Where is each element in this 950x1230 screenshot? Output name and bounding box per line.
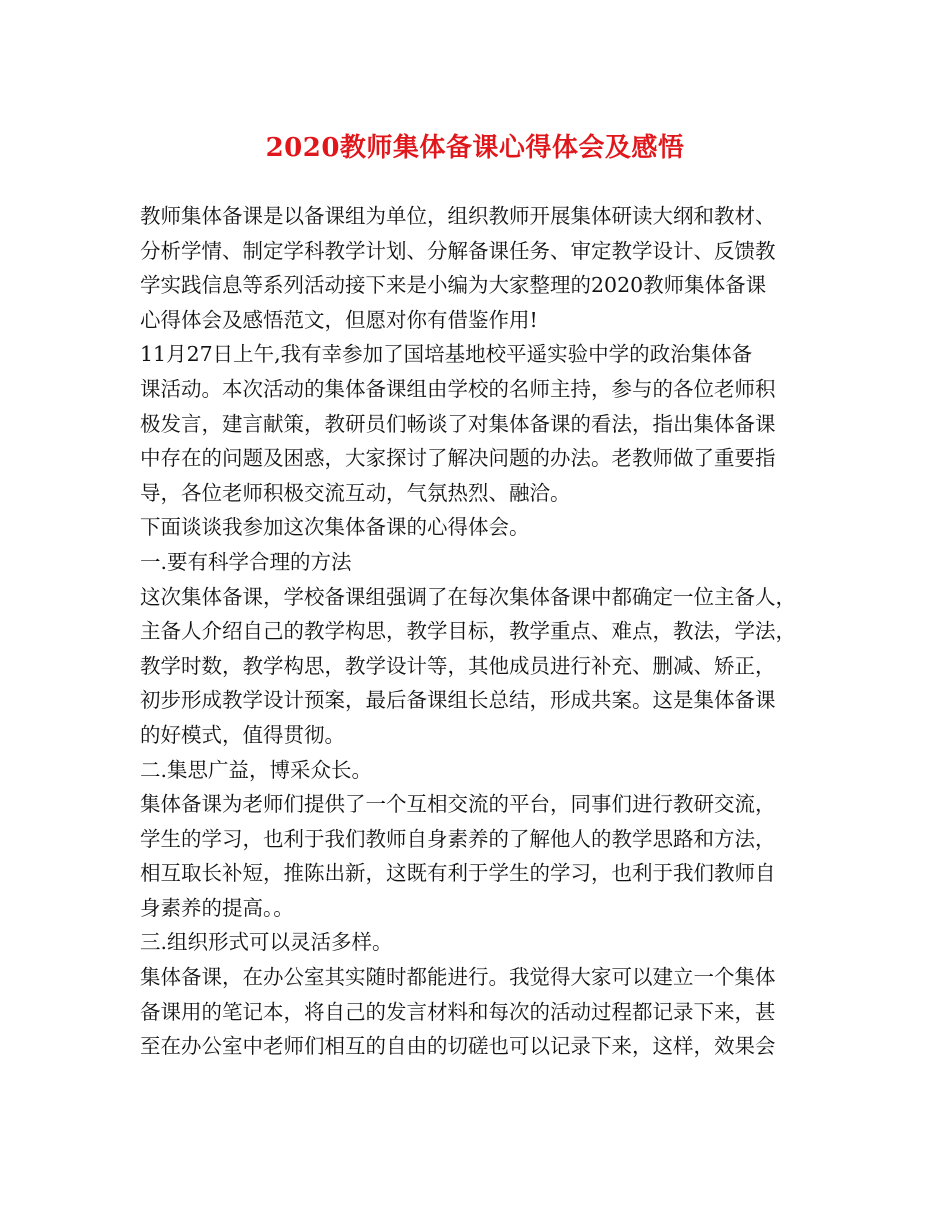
body-line-6: 课活动。本次活动的集体备课组由学校的名师主持，参与的各位老师积 [140,376,776,401]
body-line-2: 分析学情、制定学科教学计划、分解备课任务、审定教学设计、反馈教 [140,238,776,263]
body-line-25: 至在办公室中老师们相互的自由的切磋也可以记录下来，这样，效果会 [140,1034,776,1059]
section-heading-3: 三.组织形式可以灵活多样。 [140,930,393,955]
body-line-19: 学生的学习，也利于我们教师自身素养的了解他人的教学思路和方法， [140,826,776,851]
body-line-16: 的好模式，值得贯彻。 [140,722,345,747]
body-line-20: 相互取长补短，推陈出新，这既有利于学生的学习，也利于我们教师自 [140,861,776,886]
body-line-4: 心得体会及感悟范文，但愿对你有借鉴作用! [140,307,538,332]
body-line-15: 初步形成教学设计预案，最后备课组长总结，形成共案。这是集体备课 [140,688,776,713]
body-line-23: 集体备课，在办公室其实随时都能进行。我觉得大家可以建立一个集体 [140,965,776,990]
body-line-24: 备课用的笔记本，将自己的发言材料和每次的活动过程都记录下来，甚 [140,999,776,1024]
body-line-13: 主备人介绍自己的教学构思，教学目标，教学重点、难点，教法，学法， [140,619,796,644]
body-line-1: 教师集体备课是以备课组为单位，组织教师开展集体研读大纲和教材、 [140,204,776,228]
document-title: 2020教师集体备课心得体会及感悟 [265,133,685,163]
body-line-5: 11月27日上午,我有幸参加了国培基地校平遥实验中学的政治集体备 [140,342,753,367]
body-line-10: 下面谈谈我参加这次集体备课的心得体会。 [140,515,530,540]
body-line-18: 集体备课为老师们提供了一个互相交流的平台，同事们进行教研交流， [140,792,776,817]
body-line-12: 这次集体备课，学校备课组强调了在每次集体备课中都确定一位主备人， [140,584,796,609]
body-line-8: 中存在的问题及困惑，大家探讨了解决问题的办法。老教师做了重要指 [140,446,776,471]
body-line-21: 身素养的提高。。 [140,895,294,920]
body-line-9: 导，各位老师积极交流互动，气氛热烈、融洽。 [140,480,571,505]
section-heading-1: 一.要有科学合理的方法 [140,549,352,574]
document-body [140,199,830,1064]
section-heading-2: 二.集思广益，博采众长。 [140,757,373,782]
body-line-3: 学实践信息等系列活动接下来是小编为大家整理的2020教师集体备课 [140,273,767,298]
body-line-14: 教学时数，教学构思，教学设计等，其他成员进行补充、删减、矫正， [140,653,776,678]
body-line-7: 极发言，建言献策，教研员们畅谈了对集体备课的看法，指出集体备课 [140,411,776,436]
